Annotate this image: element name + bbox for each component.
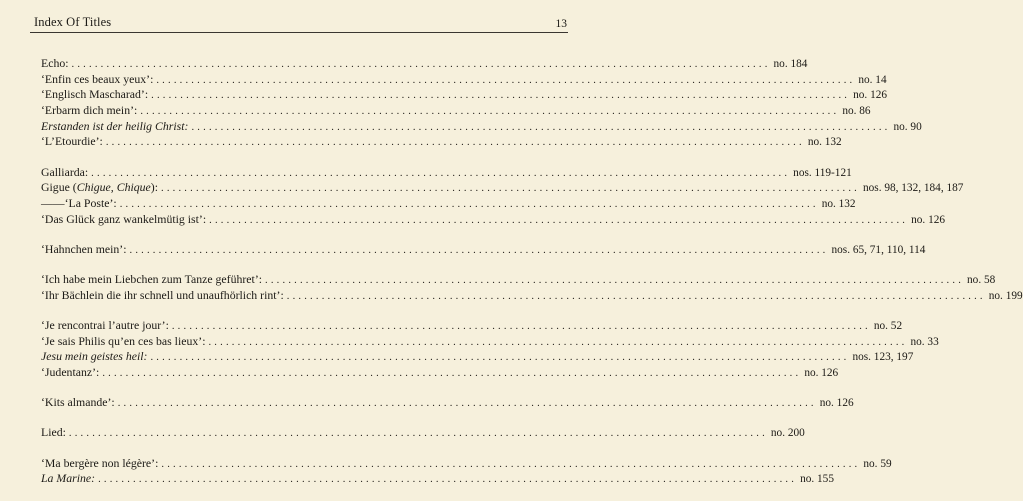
entry-ref: no. 184 — [773, 58, 808, 70]
leader-dots: ........................................................................................................................ — [286, 290, 986, 302]
entry-ref: no. 126 — [819, 397, 854, 410]
index-group-l — [41, 425, 805, 441]
index-group-h — [41, 241, 926, 258]
index-entry — [41, 103, 871, 119]
index-entry — [41, 455, 892, 472]
entry-title: ‘Englisch Mascharad’: — [41, 87, 149, 102]
entry-title: ‘Das Glück ganz wankelmütig ist’: — [41, 211, 207, 226]
index-group-g — [41, 164, 964, 228]
index-entry — [41, 211, 946, 228]
index-entry — [41, 134, 842, 150]
entry-title-end: ): — [150, 180, 158, 195]
index-entry — [41, 287, 1023, 304]
entry-ref: no. 59 — [863, 457, 892, 470]
entry-title: ‘L’Etourdie’: — [41, 134, 103, 149]
leader-dots: ........................................................................................................................ — [117, 398, 817, 410]
index-entry — [41, 71, 887, 88]
page-number: 13 — [555, 18, 567, 30]
index-entry — [41, 365, 839, 381]
entry-ref: nos. 98, 132, 184, 187 — [863, 182, 964, 195]
entry-title: Lied: — [41, 425, 66, 440]
index-entry — [41, 395, 854, 411]
entry-title-variants: Chigue, Chique — [76, 180, 151, 195]
entry-title: Galliarda: — [41, 164, 89, 179]
entry-ref: no. 155 — [800, 473, 834, 486]
entry-ref: no. 86 — [842, 105, 871, 118]
leader-dots: ........................................................................................................................ — [71, 59, 771, 70]
entry-ref: no. 52 — [873, 319, 903, 332]
entry-title: ‘Ma bergère non légère’: — [41, 455, 159, 470]
leader-dots: ........................................................................................................................ — [150, 352, 850, 364]
leader-dots: ........................................................................................................................ — [208, 336, 908, 348]
index-group-j — [41, 317, 939, 381]
entry-ref: nos. 119-121 — [793, 166, 852, 179]
entry-ref: nos. 123, 197 — [852, 351, 914, 364]
index-entries — [41, 56, 1023, 501]
leader-dots: ........................................................................................................................ — [119, 199, 819, 210]
entry-ref: no. 90 — [893, 120, 922, 133]
entry-ref: no. 126 — [911, 213, 946, 226]
entry-title: ——‘La Poste’: — [41, 196, 117, 210]
leader-dots: ........................................................................................................................ — [91, 167, 791, 179]
entry-ref: no. 199 — [988, 289, 1023, 302]
entry-ref: no. 33 — [910, 335, 939, 348]
index-entry — [41, 349, 914, 365]
running-head — [30, 14, 568, 33]
index-group-e — [41, 56, 922, 150]
index-entry — [41, 471, 834, 487]
leader-dots: ........................................................................................................................ — [129, 244, 829, 256]
leader-dots: ........................................................................................................................ — [140, 106, 840, 118]
index-entry — [41, 241, 926, 258]
index-entry — [41, 333, 939, 350]
entry-title: ‘Erbarm dich mein’: — [41, 103, 138, 118]
index-entry — [41, 56, 808, 72]
entry-title: ‘Kits almande’: — [41, 395, 115, 410]
leader-dots: ........................................................................................................................ — [156, 74, 856, 86]
entry-title: La Marine: — [41, 471, 96, 486]
leader-dots: ........................................................................................................................ — [161, 458, 861, 470]
entry-title: ‘Ihr Bächlein die ihr schnell und unaufhörlich rint’: — [41, 287, 284, 302]
index-entry — [41, 317, 903, 334]
entry-ref: no. 58 — [967, 274, 996, 287]
entry-ref: no. 132 — [821, 198, 856, 210]
entry-title: ‘Ich habe mein Liebchen zum Tanze geführet’: — [41, 272, 263, 287]
index-entry — [41, 87, 888, 103]
leader-dots: ........................................................................................................................ — [209, 214, 909, 226]
entry-ref: no. 132 — [807, 136, 842, 149]
leader-dots: ........................................................................................................................ — [68, 428, 768, 440]
index-group-k — [41, 395, 854, 411]
entry-title: ‘Je sais Philis qu’en ces bas lieux’: — [41, 333, 206, 348]
entry-title: ‘Hahnchen mein’: — [41, 241, 127, 256]
index-entry — [41, 180, 964, 196]
entry-title — [41, 180, 161, 196]
entry-ref: no. 14 — [858, 73, 887, 86]
index-entry — [41, 118, 922, 135]
entry-title: Echo: — [41, 56, 69, 70]
leader-dots: ........................................................................................................................ — [191, 121, 891, 133]
index-entry — [41, 196, 856, 212]
entry-title: ‘Je rencontrai l’autre jour’: — [41, 317, 169, 332]
entry-title: Jesu mein geistes heil: — [41, 349, 148, 364]
entry-ref: nos. 65, 71, 110, 114 — [831, 243, 926, 256]
index-group-m — [41, 455, 892, 487]
entry-title: ‘Judentanz’: — [41, 365, 100, 379]
entry-ref: no. 126 — [853, 89, 888, 102]
leader-dots: ........................................................................................................................ — [265, 275, 965, 287]
index-group-i — [41, 272, 1023, 303]
entry-title-start: Gigue ( — [41, 180, 77, 195]
leader-dots: ........................................................................................................................ — [171, 320, 871, 332]
leader-dots: ........................................................................................................................ — [161, 183, 860, 195]
entry-title: ‘Enfin ces beaux yeux’: — [41, 71, 154, 86]
leader-dots: ........................................................................................................................ — [98, 474, 798, 486]
leader-dots: ........................................................................................................................ — [105, 137, 805, 149]
index-entry — [41, 272, 996, 288]
leader-dots: ........................................................................................................................ — [151, 90, 851, 102]
entry-title: Erstanden ist der heilig Christ: — [41, 118, 189, 133]
running-head-title: Index Of Titles — [34, 15, 112, 29]
entry-ref: no. 200 — [770, 427, 805, 440]
entry-ref: no. 126 — [804, 367, 839, 379]
index-entry — [41, 425, 805, 441]
leader-dots: ........................................................................................................................ — [102, 368, 802, 379]
index-entry — [41, 164, 852, 181]
